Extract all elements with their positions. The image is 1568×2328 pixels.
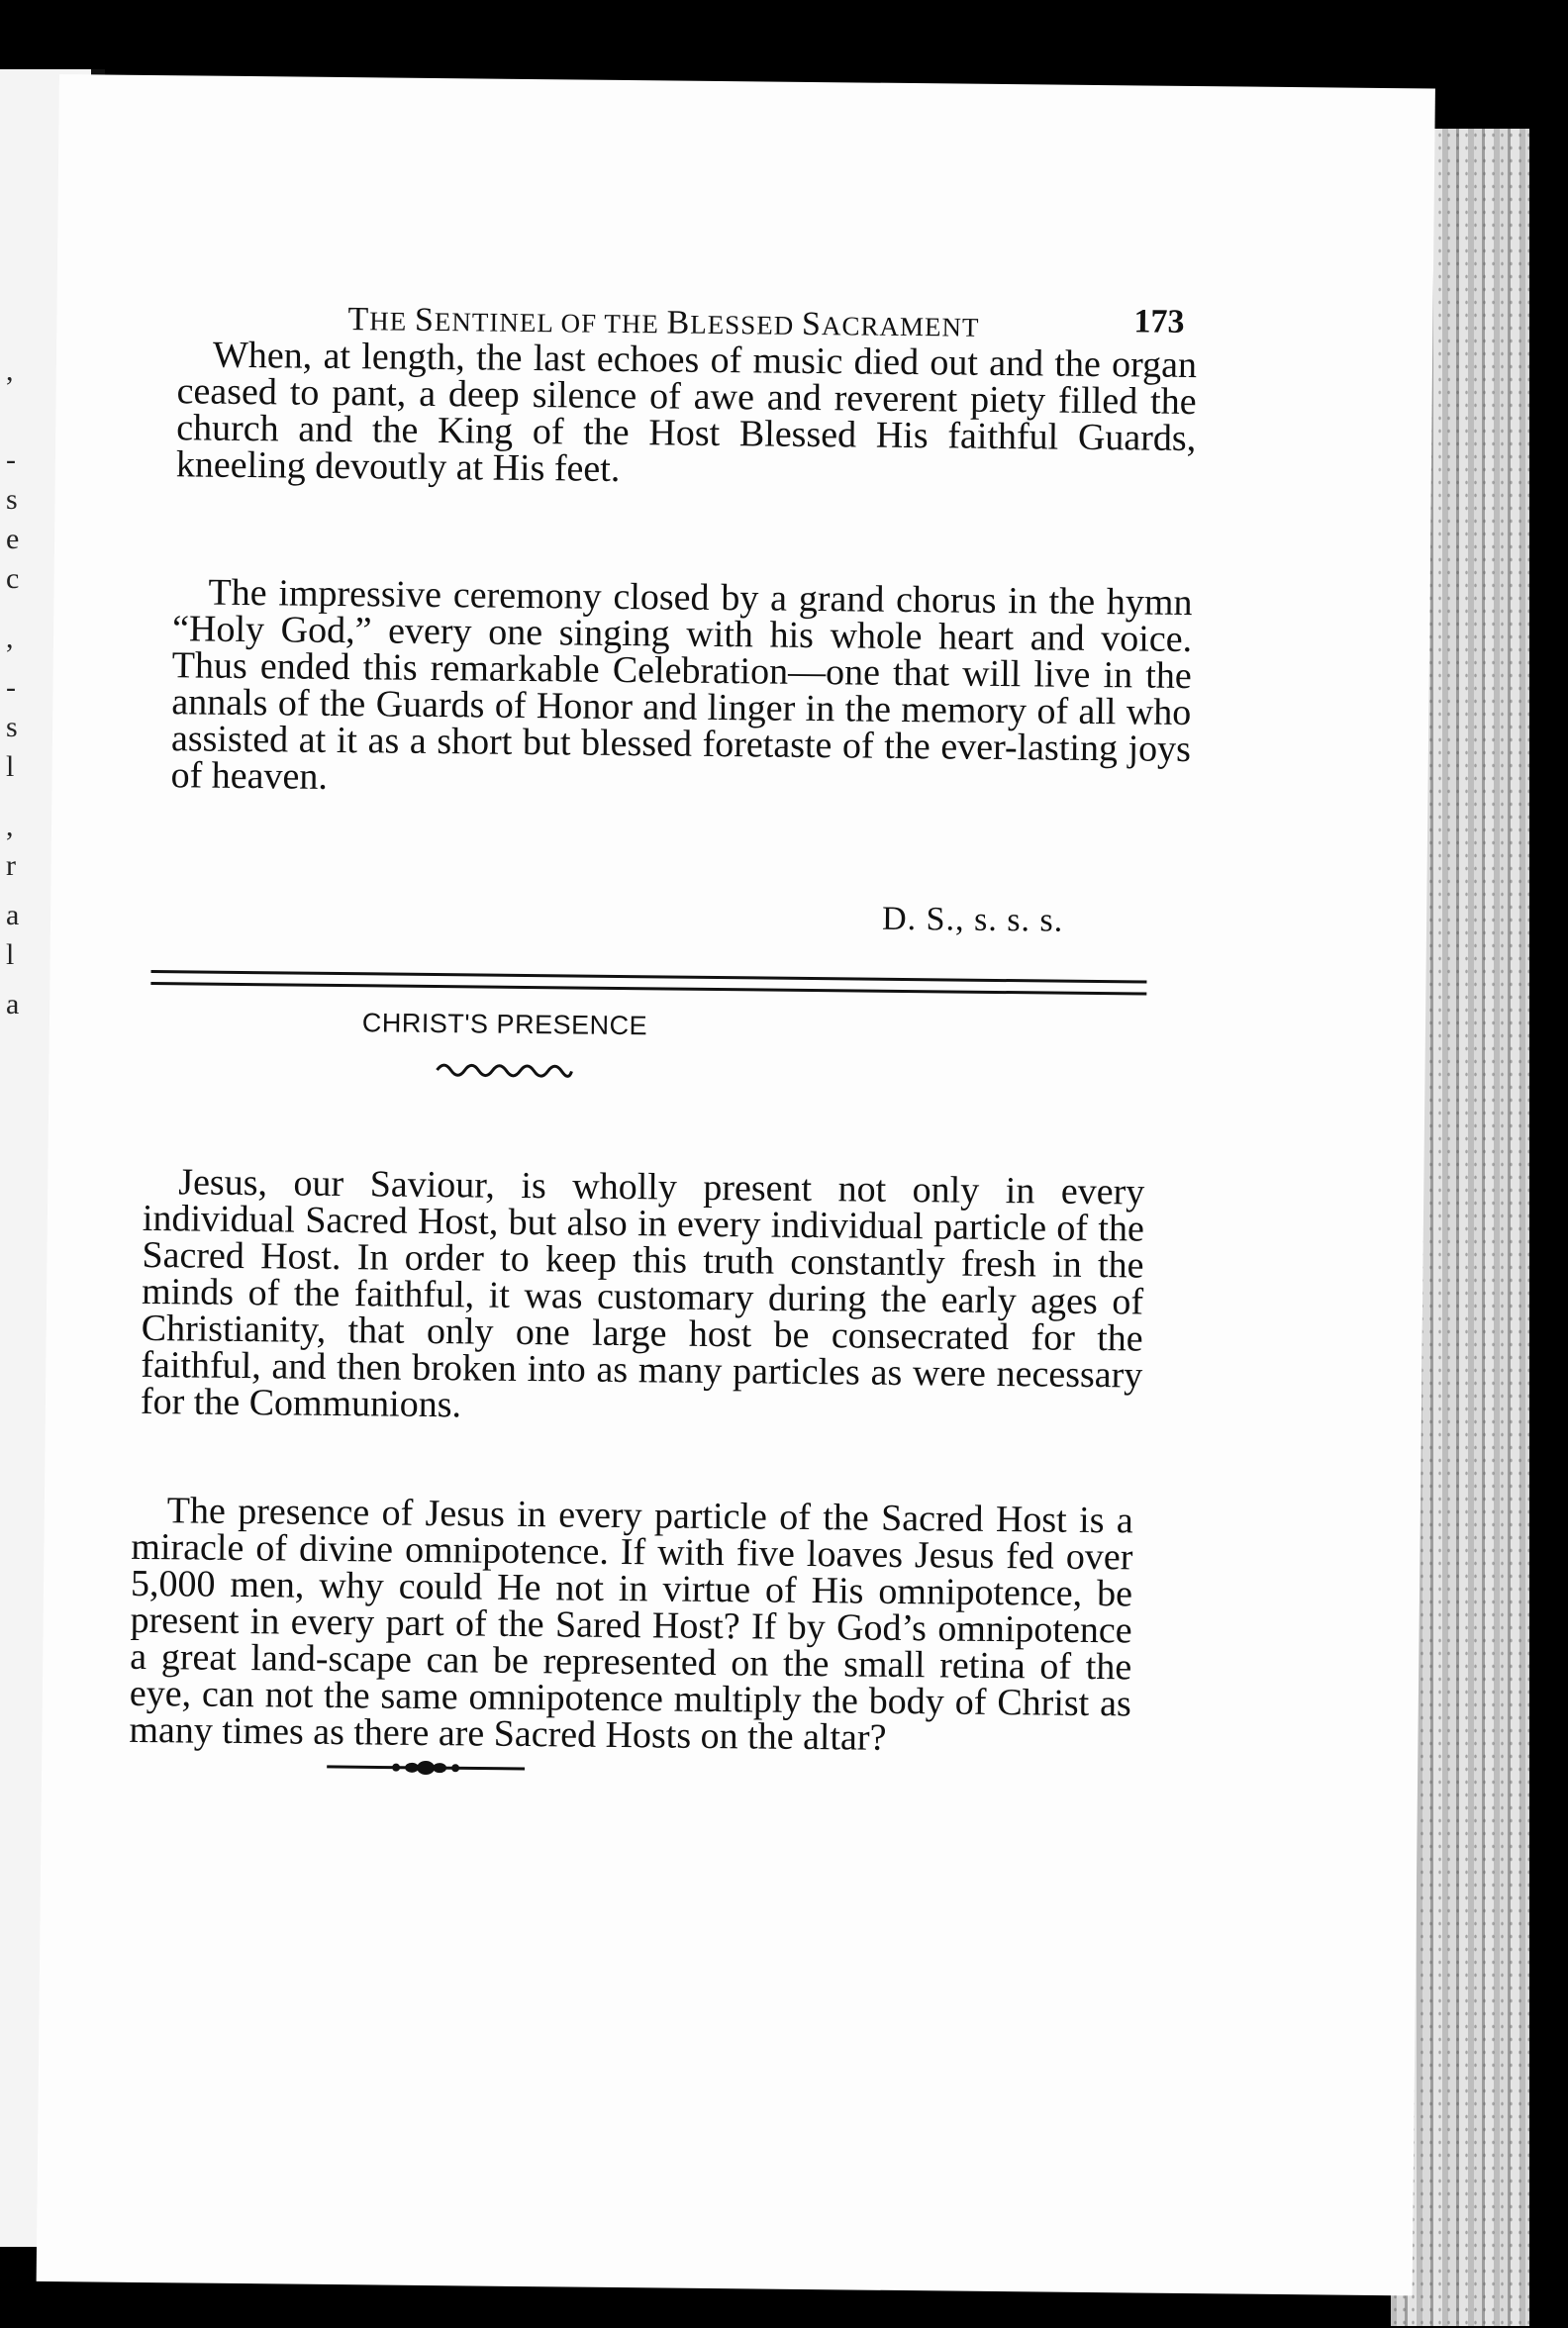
squiggle-ornament xyxy=(435,1058,573,1079)
facing-page-fragment: - xyxy=(6,443,16,476)
section-divider-rule xyxy=(150,982,1146,996)
facing-page-fragment: l xyxy=(6,938,15,971)
facing-page-fragment: e xyxy=(6,523,20,555)
facing-page-fragment: - xyxy=(6,671,16,704)
section-title: CHRIST'S PRESENCE xyxy=(361,1008,648,1041)
facing-page-fragment: r xyxy=(6,849,16,882)
section-divider-rule xyxy=(150,970,1146,984)
header-word: THE xyxy=(347,301,408,339)
facing-page-fragment: l xyxy=(6,750,15,783)
facing-page-fragment: , xyxy=(6,622,14,654)
paragraph-text: When, at length, the last echoes of music died out and the organ ceased to pant, a deep silence of awe and reverent piety filled the church and the King of the Host Blessed His faithful Guards, kneeling devoutly at His feet. xyxy=(175,334,1198,490)
paragraph-text: The impressive ceremony closed by a grand chorus in the hymn “Holy God,” every one singing with his whole heart and voice. Thus ended this remarkable Celebration—one that will live in the annals of the Guards of Honor and linger in the memory of all who assisted at it as a short but blessed foretaste of the ever-lasting joys of heaven. xyxy=(170,571,1193,798)
book-page xyxy=(37,74,1435,2295)
facing-page-fragment: c xyxy=(6,562,20,595)
header-word: SENTINEL xyxy=(414,301,553,339)
article1-paragraph2 xyxy=(170,571,1193,805)
header-word: BLESSED xyxy=(666,304,795,341)
author-signature: D. S., s. s. s. xyxy=(881,900,1064,939)
paragraph-text: The presence of Jesus in every particle of the Sacred Host is a miracle of divine omnipotence. If with five loaves Jesus fed over 5,000 men, why could He not in virtue of His omnipotence, be present in every part of the Sared Host? If by God’s omnipotence a great land-scape can be represented on the small retina of the eye, can not the same omnipotence multiply the body of Christ as many times as there are Sacred Hosts on the altar? xyxy=(129,1490,1133,1759)
page-number: 173 xyxy=(1133,303,1185,340)
header-word: OF THE xyxy=(560,308,659,340)
facing-page-fragment: , xyxy=(6,810,14,842)
facing-page-fragment: a xyxy=(6,988,20,1020)
article1-paragraph1 xyxy=(175,334,1198,494)
facing-page-fragment: s xyxy=(6,711,18,743)
facing-page-fragment: a xyxy=(6,899,20,931)
facing-page-fragment: s xyxy=(6,483,18,516)
article2-paragraph2 xyxy=(129,1490,1133,1760)
article2-paragraph1 xyxy=(140,1161,1145,1431)
end-ornament xyxy=(327,1755,525,1781)
header-word: SACRAMENT xyxy=(801,305,980,343)
facing-page-fragment: , xyxy=(6,354,14,387)
paragraph-text: Jesus, our Saviour, is wholly present not only in every individual Sacred Host, but also in every individual particle of the Sacred Host. In order to keep this truth constantly fresh in the minds of the faithful, it was customary during the early ages of Christianity, that only one large host be consecrated for the faithful, and then broken into as many particles as were necessary for the Communions. xyxy=(140,1161,1145,1426)
